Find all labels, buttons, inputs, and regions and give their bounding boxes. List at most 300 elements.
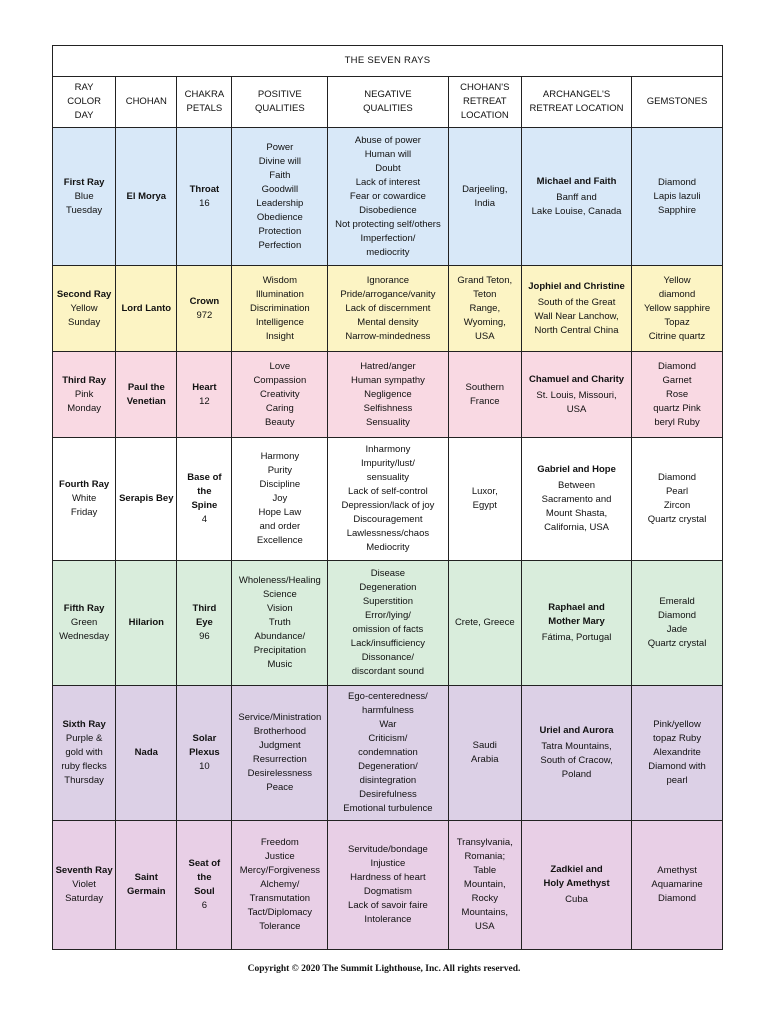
gemstone: Topaz xyxy=(664,316,690,328)
archangel-names: Michael and Faith xyxy=(536,175,617,187)
gemstone: Diamond xyxy=(658,472,697,483)
chohan-retreat-cell xyxy=(448,128,521,266)
negative-quality: Lawlessness/chaos xyxy=(346,528,430,539)
chohan-cell xyxy=(116,686,177,821)
chakra-name: the xyxy=(197,872,212,883)
chakra-petals: 12 xyxy=(199,395,210,407)
chakra-cell xyxy=(177,821,232,950)
ray-row xyxy=(53,438,723,561)
header-label-line: PETALS xyxy=(186,103,223,114)
archangel-location-line: Tatra Mountains, xyxy=(541,741,612,752)
chohan-cell xyxy=(116,438,177,561)
negative-quality: Abuse of power xyxy=(354,134,421,146)
ray-cell xyxy=(53,821,116,950)
negative-quality: Emotional turbulence xyxy=(343,803,433,814)
ray-cell xyxy=(53,438,116,561)
positive-quality: Mercy/Forgiveness xyxy=(239,865,320,876)
archangel-names: Chamuel and Charity xyxy=(529,373,625,385)
chakra-name: Heart xyxy=(192,381,217,393)
header-label-line: DAY xyxy=(74,110,94,121)
archangel-location-line: USA xyxy=(566,403,587,415)
ray-name: First Ray xyxy=(63,176,105,188)
negative-quality: Imperfection/ xyxy=(360,232,416,244)
ray-name: Seventh Ray xyxy=(55,865,113,876)
negative-quality: Hardness of heart xyxy=(350,872,426,883)
archangel-location-line: California, USA xyxy=(544,522,610,533)
positive-qualities-cell xyxy=(232,266,328,352)
chakra-petals: 4 xyxy=(201,514,208,525)
chakra-cell xyxy=(177,438,232,561)
ray-cell xyxy=(53,128,116,266)
negative-quality: Ignorance xyxy=(366,274,410,286)
gemstones-cell xyxy=(632,128,723,266)
negative-quality: disintegration xyxy=(359,775,417,786)
negative-quality: Narrow-mindedness xyxy=(345,330,431,342)
chakra-name: Solar xyxy=(192,733,217,744)
negative-quality: Fear or cowardice xyxy=(349,190,426,202)
chakra-name: Plexus xyxy=(189,747,220,758)
negative-qualities-cell xyxy=(328,821,448,950)
gemstone: Jade xyxy=(666,624,688,635)
header-label-line: RETREAT xyxy=(462,96,507,107)
archangel-location-line: Sacramento and xyxy=(541,494,612,505)
header-label-line: CHAKRA xyxy=(184,89,225,100)
archangel-names: Mother Mary xyxy=(548,616,605,627)
ray-day: Saturday xyxy=(65,893,104,904)
negative-quality: mediocrity xyxy=(366,246,410,258)
retreat-location-line: Mountain, xyxy=(463,879,506,890)
archangel-names: Zadkiel and xyxy=(550,864,603,875)
positive-quality: Discrimination xyxy=(250,302,310,314)
ray-color: Purple & gold with ruby flecks xyxy=(61,733,107,772)
gemstones-cell xyxy=(632,352,723,438)
chakra-cell xyxy=(177,686,232,821)
archangel-names: Uriel and Aurora xyxy=(539,725,614,736)
negative-quality: Lack of savoir faire xyxy=(348,900,428,911)
gemstone: diamond xyxy=(658,288,696,300)
gemstones-cell xyxy=(632,686,723,821)
header-label-line: NEGATIVE xyxy=(364,89,412,100)
gemstone: Lapis lazuli xyxy=(653,190,701,202)
archangel-location-line: Wall Near Lanchow, xyxy=(534,310,619,322)
positive-quality: Abundance/ xyxy=(254,631,306,642)
chakra-cell xyxy=(177,128,232,266)
retreat-location-line: Transylvania, xyxy=(456,837,513,848)
positive-quality: Brotherhood xyxy=(253,726,306,737)
chohan-name: Germain xyxy=(127,886,166,897)
chakra-cell xyxy=(177,352,232,438)
positive-quality: Truth xyxy=(268,617,291,628)
header-label-line: QUALITIES xyxy=(363,103,413,114)
chohan-retreat-cell xyxy=(448,266,521,352)
chakra-name: Throat xyxy=(189,183,220,195)
header-label-line: CHOHAN'S xyxy=(460,82,510,93)
archangel-location-line: St. Louis, Missouri, xyxy=(536,389,617,401)
positive-quality: Beauty xyxy=(265,416,295,428)
positive-quality: Justice xyxy=(265,851,295,862)
positive-qualities-cell xyxy=(232,686,328,821)
negative-quality: Selfishness xyxy=(363,402,413,414)
chohan-name: Lord Lanto xyxy=(121,302,172,314)
negative-quality: Sensuality xyxy=(366,416,410,428)
ray-cell xyxy=(53,561,116,686)
header-archangel xyxy=(521,77,631,128)
positive-quality: Divine will xyxy=(258,155,301,167)
negative-quality: Lack of interest xyxy=(355,176,421,188)
ray-row xyxy=(53,352,723,438)
positive-quality: Perfection xyxy=(258,239,302,251)
negative-quality: Degeneration/ xyxy=(358,761,418,772)
ray-row xyxy=(53,821,723,950)
positive-quality: Intelligence xyxy=(255,316,304,328)
table-title: THE SEVEN RAYS xyxy=(53,46,723,77)
positive-quality: Excellence xyxy=(256,535,303,546)
positive-quality: Transmutation xyxy=(249,893,311,904)
positive-qualities-cell xyxy=(232,352,328,438)
chohan-name: Serapis Bey xyxy=(119,493,174,504)
chakra-name: Third xyxy=(192,603,217,614)
chakra-cell xyxy=(177,561,232,686)
ray-row xyxy=(53,266,723,352)
positive-quality: Joy xyxy=(272,493,288,504)
chohan-cell xyxy=(116,352,177,438)
header-chakra xyxy=(177,77,232,128)
negative-quality: Doubt xyxy=(375,162,401,174)
gemstone: Pink/yellow xyxy=(653,719,701,730)
gemstone: Garnet xyxy=(662,374,692,386)
archangel-names: Jophiel and Christine xyxy=(528,280,625,292)
negative-quality: Mental density xyxy=(357,316,419,328)
retreat-location-line: Mountains, xyxy=(461,907,509,918)
negative-qualities-cell xyxy=(328,128,448,266)
positive-quality: Love xyxy=(269,360,291,372)
ray-day: Thursday xyxy=(64,775,104,786)
ray-rows xyxy=(53,128,723,950)
positive-quality: Hope Law xyxy=(258,507,302,518)
gemstone: Quartz crystal xyxy=(647,638,707,649)
negative-quality: Injustice xyxy=(370,858,406,869)
chohan-name: El Morya xyxy=(126,190,167,202)
archangel-location-line: Banff and xyxy=(556,191,597,203)
ray-day: Wednesday xyxy=(59,631,110,642)
retreat-location-line: Table xyxy=(473,865,497,876)
archangel-names: Gabriel and Hope xyxy=(537,464,616,475)
negative-quality: Servitude/bondage xyxy=(348,844,428,855)
retreat-location-line: Luxor, xyxy=(471,486,498,497)
chohan-cell xyxy=(116,561,177,686)
negative-quality: Human sympathy xyxy=(350,374,425,386)
archangel-location-line: North Central China xyxy=(534,324,619,336)
negative-qualities-cell xyxy=(328,266,448,352)
gemstones-cell xyxy=(632,821,723,950)
gemstone: Alexandrite xyxy=(653,747,701,758)
chohan-name: Nada xyxy=(134,747,158,758)
negative-quality: Desirefulness xyxy=(359,789,417,800)
positive-quality: Precipitation xyxy=(253,645,306,656)
negative-qualities-cell xyxy=(328,352,448,438)
positive-quality: Creativity xyxy=(260,388,300,400)
chohan-cell xyxy=(116,266,177,352)
negative-quality: Intolerance xyxy=(364,914,412,925)
negative-quality: Pride/arrogance/vanity xyxy=(340,288,436,300)
header-chohan xyxy=(116,77,177,128)
negative-quality: War xyxy=(379,719,397,730)
chakra-name: Seat of xyxy=(188,858,221,869)
retreat-location-line: Grand Teton, xyxy=(457,274,513,286)
ray-day: Sunday xyxy=(67,316,101,328)
negative-quality: Human will xyxy=(364,148,412,160)
gemstone: Pearl xyxy=(665,486,689,497)
positive-quality: Peace xyxy=(266,782,294,793)
chakra-name: Crown xyxy=(189,295,220,307)
header-ray xyxy=(53,77,116,128)
positive-quality: Tolerance xyxy=(259,921,301,932)
chakra-petals: 6 xyxy=(201,900,208,911)
retreat-location-line: USA xyxy=(475,921,495,932)
negative-quality: omission of facts xyxy=(352,624,424,635)
ray-row xyxy=(53,561,723,686)
chohan-retreat-cell xyxy=(448,686,521,821)
ray-color: Violet xyxy=(72,879,96,890)
archangel-location-line: South of Cracow, xyxy=(540,755,613,766)
retreat-location-line: Romania; xyxy=(464,851,506,862)
ray-day: Monday xyxy=(67,402,101,414)
negative-qualities-cell xyxy=(328,686,448,821)
retreat-location-line: Teton xyxy=(473,288,497,300)
negative-qualities-cell xyxy=(328,561,448,686)
archangel-location-line: Cuba xyxy=(565,894,588,905)
gemstones-cell xyxy=(632,266,723,352)
retreat-location-line: Crete, Greece xyxy=(454,617,515,628)
negative-quality: Lack of self-control xyxy=(348,486,428,497)
ray-name: Fifth Ray xyxy=(63,603,105,614)
positive-qualities-cell xyxy=(232,438,328,561)
ray-day: Tuesday xyxy=(66,204,103,216)
positive-quality: Protection xyxy=(258,225,302,237)
ray-row xyxy=(53,128,723,266)
retreat-location-line: Egypt xyxy=(472,500,497,511)
seven-rays-sheet xyxy=(52,45,723,950)
ray-cell xyxy=(53,352,116,438)
positive-quality: Freedom xyxy=(260,837,299,848)
positive-quality: Wholeness/Healing xyxy=(238,575,321,586)
retreat-location-line: Rocky xyxy=(471,893,498,904)
gemstone: quartz Pink xyxy=(653,402,701,414)
chakra-petals: 10 xyxy=(199,761,210,772)
chohan-retreat-cell xyxy=(448,438,521,561)
header-retreat xyxy=(448,77,521,128)
negative-quality: condemnation xyxy=(358,747,418,758)
positive-quality: Goodwill xyxy=(261,183,299,195)
negative-quality: Lack/insufficiency xyxy=(350,638,426,649)
negative-quality: Error/lying/ xyxy=(364,610,411,621)
chohan-retreat-cell xyxy=(448,352,521,438)
negative-quality: Impurity/lust/ xyxy=(360,458,415,469)
ray-name: Second Ray xyxy=(56,288,112,300)
chohan-cell xyxy=(116,821,177,950)
positive-quality: Faith xyxy=(269,169,291,181)
negative-quality: Negligence xyxy=(364,388,412,400)
archangel-location-line: Between xyxy=(558,480,596,491)
archangel-cell xyxy=(521,438,631,561)
negative-quality: Ego-centeredness/ xyxy=(348,691,428,702)
positive-quality: Power xyxy=(266,141,294,153)
header-label-line: GEMSTONES xyxy=(646,96,708,107)
negative-quality: Inharmony xyxy=(365,444,411,455)
retreat-location-line: Arabia xyxy=(471,754,499,765)
gemstone: Amethyst xyxy=(657,865,697,876)
gemstones-cell xyxy=(632,561,723,686)
ray-cell xyxy=(53,266,116,352)
negative-quality: Criticism/ xyxy=(368,733,408,744)
chakra-petals: 16 xyxy=(199,197,210,209)
header-row xyxy=(53,77,723,128)
gemstone: Quartz crystal xyxy=(647,514,707,525)
header-label-line: CHOHAN xyxy=(125,96,167,107)
gemstones-cell xyxy=(632,438,723,561)
header-label-line: QUALITIES xyxy=(255,103,305,114)
archangel-location-line: Lake Louise, Canada xyxy=(531,205,622,217)
header-label-line: POSITIVE xyxy=(257,89,302,100)
gemstone: Emerald xyxy=(659,596,695,607)
positive-quality: Harmony xyxy=(260,451,300,462)
chohan-retreat-cell xyxy=(448,561,521,686)
archangel-cell xyxy=(521,821,631,950)
gemstone: Diamond xyxy=(658,360,697,372)
chakra-cell xyxy=(177,266,232,352)
ray-name: Sixth Ray xyxy=(62,719,106,730)
gemstone: Rose xyxy=(665,388,689,400)
retreat-location-line: Range, xyxy=(469,302,501,314)
ray-day: Friday xyxy=(70,507,98,518)
seven-rays-table xyxy=(52,45,723,950)
retreat-location-line: Darjeeling, xyxy=(462,183,508,195)
positive-quality: Caring xyxy=(265,402,294,414)
archangel-location-line: Fátima, Portugal xyxy=(541,632,612,643)
retreat-location-line: Wyoming, xyxy=(463,316,506,328)
header-positive xyxy=(232,77,328,128)
ray-cell xyxy=(53,686,116,821)
retreat-location-line: Southern xyxy=(465,381,505,393)
archangel-names: Holy Amethyst xyxy=(543,878,610,889)
ray-color: Yellow xyxy=(70,302,98,314)
retreat-location-line: India xyxy=(474,197,496,209)
positive-qualities-cell xyxy=(232,128,328,266)
chakra-name: Base of xyxy=(187,472,222,483)
positive-quality: Wisdom xyxy=(262,274,297,286)
negative-quality: Lack of discernment xyxy=(345,302,431,314)
gemstone: Diamond xyxy=(658,893,697,904)
archangel-cell xyxy=(521,266,631,352)
gemstone: beryl Ruby xyxy=(654,416,700,428)
header-gemstones xyxy=(632,77,723,128)
negative-qualities-cell xyxy=(328,438,448,561)
negative-quality: harmfulness xyxy=(362,705,414,716)
positive-quality: Judgment xyxy=(258,740,301,751)
chakra-petals: 972 xyxy=(196,309,213,321)
positive-quality: Alchemy/ xyxy=(260,879,300,890)
gemstone: Yellow sapphire xyxy=(643,302,711,314)
positive-quality: Tact/Diplomacy xyxy=(247,907,313,918)
header-label-line: ARCHANGEL'S xyxy=(542,89,611,100)
chohan-retreat-cell xyxy=(448,821,521,950)
ray-color: Blue xyxy=(74,190,94,202)
negative-quality: Superstition xyxy=(362,596,413,607)
retreat-location-line: USA xyxy=(475,330,495,342)
negative-quality: Disobedience xyxy=(359,204,417,216)
positive-quality: Resurrection xyxy=(252,754,307,765)
positive-quality: Music xyxy=(267,659,293,670)
gemstone: Yellow xyxy=(663,274,691,286)
chakra-name: Eye xyxy=(195,617,213,628)
positive-quality: and order xyxy=(259,521,301,532)
positive-quality: Desirelessness xyxy=(247,768,313,779)
chakra-name: Soul xyxy=(194,886,215,897)
gemstone: pearl xyxy=(666,775,688,786)
archangel-location-line: Mount Shasta, xyxy=(545,508,608,519)
negative-quality: Not protecting self/others xyxy=(335,218,441,230)
negative-quality: Hatred/anger xyxy=(360,360,416,372)
copyright-notice: Copyright © 2020 The Summit Lighthouse, Inc. All rights reserved. xyxy=(247,964,521,974)
positive-quality: Insight xyxy=(265,330,294,342)
negative-quality: Dissonance/ xyxy=(361,652,415,663)
negative-quality: discordant sound xyxy=(351,666,425,677)
chakra-name: Spine xyxy=(191,500,218,511)
negative-quality: Depression/lack of joy xyxy=(341,500,435,511)
gemstone: Diamond with xyxy=(648,761,706,772)
archangel-cell xyxy=(521,686,631,821)
chohan-name: Saint xyxy=(134,872,158,883)
gemstone: Diamond xyxy=(658,610,697,621)
chohan-cell xyxy=(116,128,177,266)
negative-quality: Mediocrity xyxy=(366,542,410,553)
archangel-cell xyxy=(521,128,631,266)
positive-qualities-cell xyxy=(232,561,328,686)
archangel-location-line: Poland xyxy=(561,769,592,780)
ray-color: Pink xyxy=(74,388,94,400)
retreat-location-line: France xyxy=(469,395,500,407)
negative-quality: Discouragement xyxy=(353,514,423,525)
chakra-petals: 96 xyxy=(199,631,210,642)
negative-quality: Dogmatism xyxy=(363,886,412,897)
positive-quality: Discipline xyxy=(259,479,301,490)
gemstone: Sapphire xyxy=(658,204,697,216)
positive-quality: Vision xyxy=(266,603,293,614)
archangel-cell xyxy=(521,352,631,438)
ray-row xyxy=(53,686,723,821)
chohan-name: Hilarion xyxy=(128,617,164,628)
negative-quality: sensuality xyxy=(366,472,410,483)
ray-color: Green xyxy=(70,617,98,628)
chakra-name: the xyxy=(197,486,212,497)
positive-qualities-cell xyxy=(232,821,328,950)
positive-quality: Service/Ministration xyxy=(238,712,322,723)
header-label-line: RAY xyxy=(74,82,94,93)
ray-color: White xyxy=(71,493,97,504)
positive-quality: Science xyxy=(262,589,297,600)
gemstone: Aquamarine xyxy=(651,879,703,890)
gemstone: Zircon xyxy=(663,500,691,511)
positive-quality: Leadership xyxy=(256,197,304,209)
header-negative xyxy=(328,77,448,128)
positive-quality: Obedience xyxy=(256,211,303,223)
positive-quality: Purity xyxy=(267,465,292,476)
negative-quality: Degeneration xyxy=(359,582,417,593)
gemstone: Citrine quartz xyxy=(648,330,706,342)
positive-quality: Compassion xyxy=(253,374,307,386)
ray-name: Fourth Ray xyxy=(59,479,110,490)
archangel-names: Raphael and xyxy=(548,602,605,613)
